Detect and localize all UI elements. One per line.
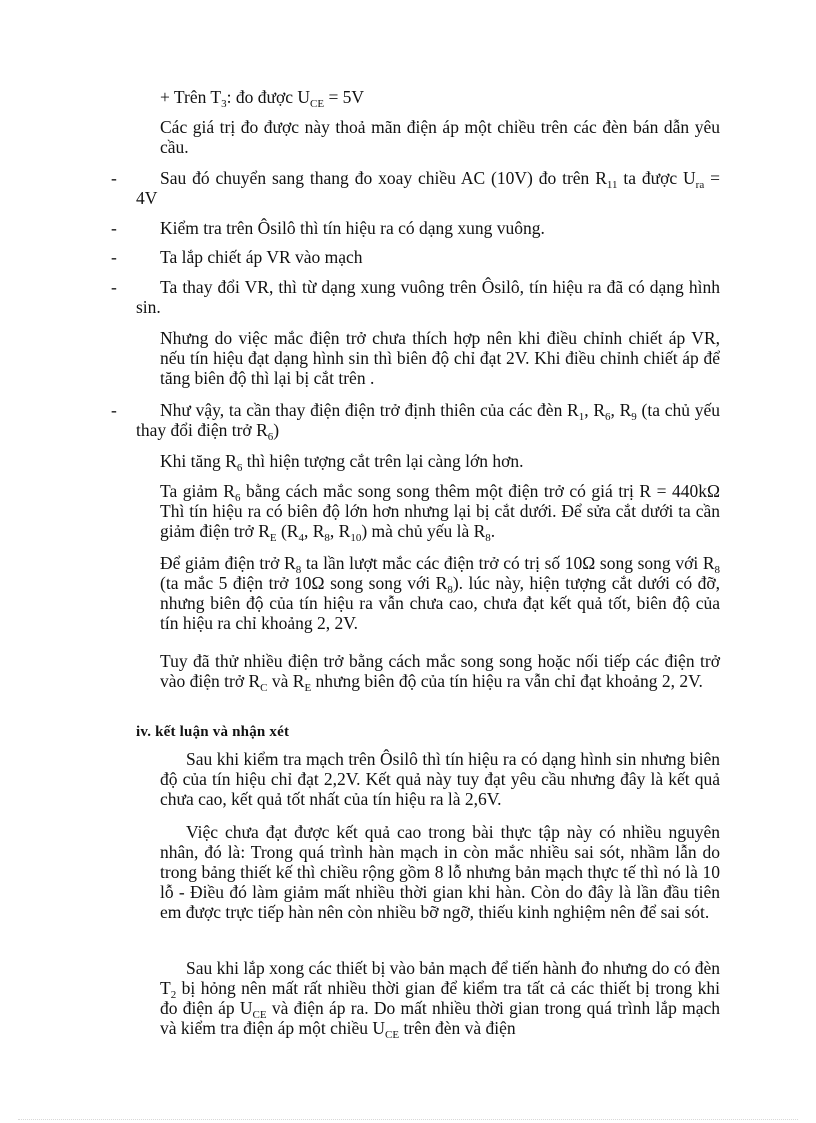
text-run: Sau khi lắp xong các thiết bị vào bản mạch để tiến hành đo nhưng do có đèn T (160, 958, 720, 998)
subscript: 9 (631, 411, 637, 423)
text-run: Ta thay đổi VR, thì từ dạng xung vuông trên Ôsilô, tín hiệu ra đã có dạng hình sin. (136, 277, 720, 317)
subscript: 8 (714, 564, 720, 576)
text-run: iv. kết luận và nhận xét (136, 724, 290, 740)
text-run: Các giá trị đo được này thoả mãn điện áp một chiều trên các đèn bán dẫn yêu cầu. (160, 117, 720, 157)
subscript: 11 (606, 179, 618, 191)
text-run: thì hiện tượng cắt trên lại càng lớn hơn. (242, 451, 524, 471)
subscript: 8 (295, 564, 302, 576)
text-run: , R (584, 400, 606, 420)
bullet-marker: - (111, 218, 117, 238)
text-run: và điện áp ra. Do mất nhiều thời gian trong quá trình lắp mạch và kiểm tra điện áp một chiều U (160, 998, 720, 1038)
subscript: E (304, 682, 312, 694)
text-run: , R (303, 521, 325, 541)
paragraph-tried-resistors (160, 651, 720, 694)
subscript: 8 (324, 532, 330, 544)
paragraph-conclusion-t2-damaged (160, 958, 720, 1041)
subscript: 8 (485, 532, 491, 544)
subscript: 2 (170, 989, 177, 1001)
subscript: ra (695, 179, 705, 191)
text-run: ) (273, 420, 280, 440)
text-run: ta lần lượt mắc các điện trở có trị số 10Ω song song với R (301, 553, 715, 573)
subscript: 6 (234, 492, 241, 504)
bullet-change-vr (136, 277, 720, 317)
text-run: ) mà chủ yếu là R (361, 521, 486, 541)
text-run: bằng cách mắc song song thêm một điện trở có giá trị R = 440kΩ Thì tín hiệu ra có biên độ lớn hơn nhưng lại bị cắt dưới. Để sửa cắt dưới ta cần giảm điện trở R (160, 481, 721, 541)
text-run: Kiểm tra trên Ôsilô thì tín hiệu ra có dạng xung vuông. (160, 218, 545, 238)
paragraph-conclusion-reasons (160, 822, 720, 922)
text-run: Ta giảm R (160, 481, 235, 501)
text-run: Việc chưa đạt được kết quả cao trong bài thực tập này có nhiều nguyên nhân, đó là: Trong quá trình hàn mạch in còn mắc nhiều sai sót, nhầm lẫn do trong bảng thiết kế thì chiều rộng gồm 8 lỗ nhưng bản mạch thực tế thì nó là 10 lỗ - Điều đó làm giảm mất nhiều thời gian khi hàn. Còn do đây là lần đầu tiên em được trực tiếp hàn nên còn nhiều bỡ ngỡ, thiếu kinh nghiệm nên để sai sót. (160, 822, 720, 922)
text-run: Như vậy, ta cần thay điện điện trở định thiên của các đèn R (160, 400, 579, 420)
text-run: nhưng biên độ của tín hiệu ra vẫn chỉ đạt khoảng 2, 2V. (311, 671, 703, 691)
subscript: 1 (578, 411, 585, 423)
paragraph-conclusion-result (160, 749, 720, 809)
paragraph-decrease-r6 (160, 481, 721, 544)
subscript: CE (310, 98, 325, 110)
subscript: 10 (350, 532, 362, 544)
bullet-marker: - (111, 400, 117, 420)
page-bottom-divider (18, 1119, 798, 1120)
subscript: 8 (447, 584, 453, 596)
text-run: ta được U (617, 168, 696, 188)
text-run: Ta lắp chiết áp VR vào mạch (160, 247, 363, 267)
subscript: 3 (221, 98, 227, 110)
text-run: = 5V (324, 87, 365, 107)
bullet-marker: - (111, 277, 117, 297)
subscript: CE (252, 1009, 267, 1021)
paragraph-decrease-r8 (160, 553, 720, 633)
text-run: trên đèn và điện (399, 1018, 516, 1038)
text-run: + Trên T (160, 87, 222, 107)
text-run: và R (267, 671, 305, 691)
text-run: Khi tăng R (160, 451, 237, 471)
section-heading-conclusion (136, 722, 289, 742)
bullet-ac-measurement (136, 168, 720, 208)
text-run: Tuy đã thử nhiều điện trở bằng cách mắc song song hoặc nối tiếp các điện trở vào điện trở R (160, 651, 720, 691)
text-run: (R (276, 521, 299, 541)
subscript: 6 (236, 462, 243, 474)
text-run: Nhưng do việc mắc điện trở chưa thích hợp nên khi điều chỉnh chiết áp VR, nếu tín hiệu đạt dạng hình sin thì biên độ chỉ đạt 2V. Khi điều chỉnh chiết áp để tăng biên độ thì lại bị cắt trên . (160, 328, 720, 388)
subscript: CE (385, 1029, 400, 1041)
text-run: , R (329, 521, 351, 541)
text-run: , R (610, 400, 632, 420)
text-run: ). lúc này, hiện tượng cắt dưới có đỡ, nhưng biên độ của tín hiệu ra vẫn chưa cao, chưa đạt kết quả tốt, biên độ của tín hiệu ra chỉ khoảng 2, 2V. (160, 573, 720, 633)
paragraph-values-satisfy (160, 117, 720, 157)
subscript: 6 (267, 431, 274, 443)
subscript: C (260, 682, 268, 694)
text-run: . (490, 521, 496, 541)
bullet-marker: - (111, 247, 117, 267)
paragraph-t3-measurement (160, 87, 720, 110)
text-run: Sau khi kiểm tra mạch trên Ôsilô thì tín hiệu ra có dạng hình sin nhưng biên độ của tín hiệu chỉ đạt 2,2V. Kết quả này tuy đạt yêu cầu nhưng đây là kết quả chưa cao, kết quả tốt nhất của tín hiệu ra là 2,6V. (160, 749, 720, 809)
text-run: (ta chủ yếu thay đổi điện trở R (136, 400, 720, 440)
text-run: = 4V (136, 168, 720, 208)
text-run: bị hỏng nên mất rất nhiều thời gian để kiểm tra tất cả các thiết bị trong khi đo điện áp U (160, 978, 720, 1018)
paragraph-amplitude-2v (160, 328, 720, 388)
bullet-change-bias-resistors (136, 400, 720, 443)
text-run: : đo được U (226, 87, 310, 107)
paragraph-increase-r6 (160, 451, 720, 474)
bullet-install-vr (160, 247, 720, 267)
subscript: 6 (605, 411, 611, 423)
text-run: Sau đó chuyển sang thang đo xoay chiều AC (10V) đo trên R (160, 168, 607, 188)
subscript: E (269, 532, 277, 544)
text-run: (ta mắc 5 điện trở 10Ω song song với R (160, 573, 448, 593)
subscript: 4 (298, 532, 304, 544)
text-run: Để giảm điện trở R (160, 553, 296, 573)
bullet-oscilloscope-check (160, 218, 720, 238)
bullet-marker: - (111, 168, 117, 188)
